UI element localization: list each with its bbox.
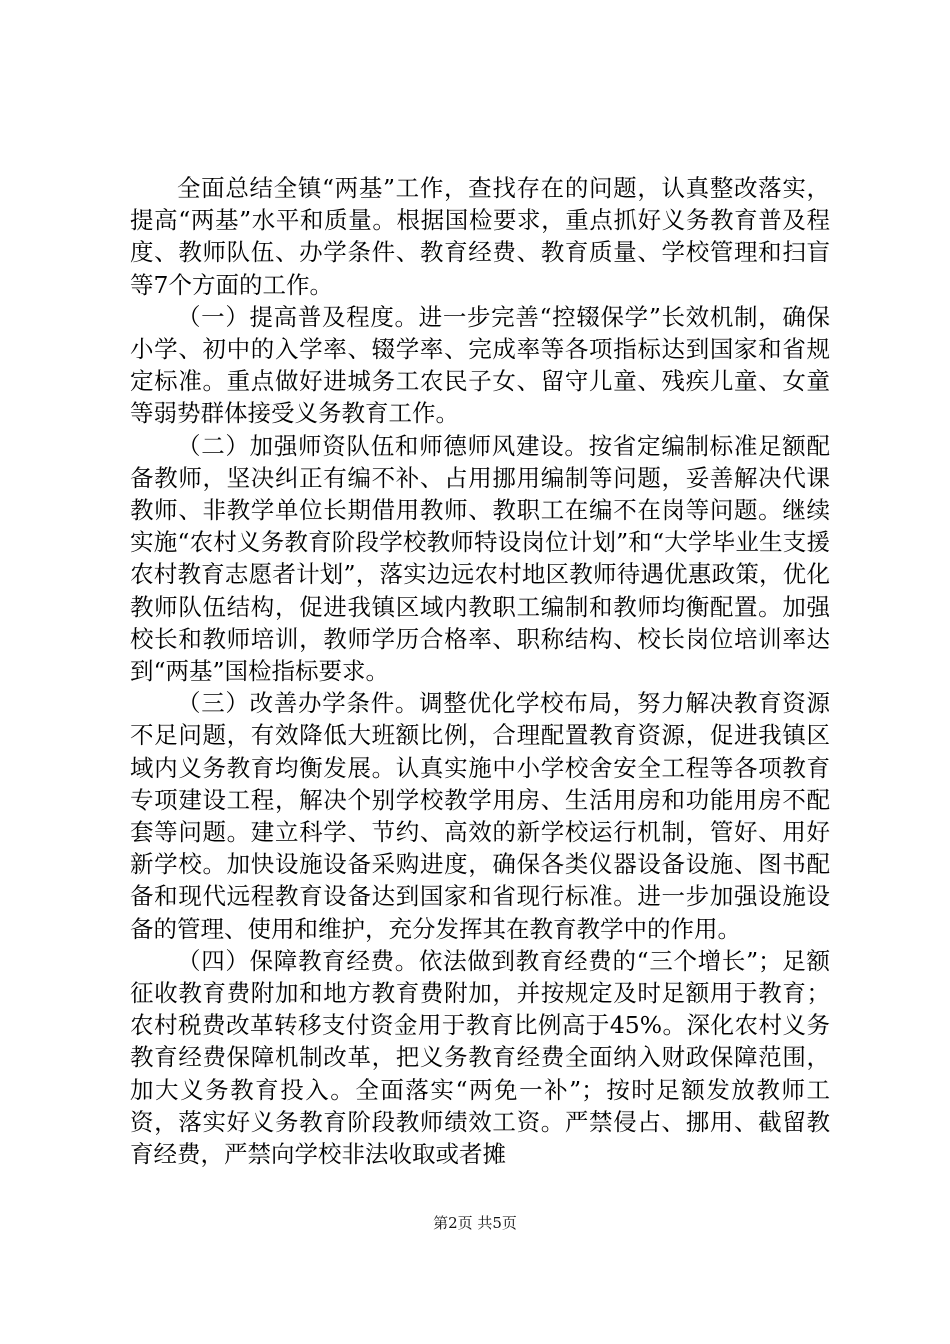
document-body — [130, 172, 830, 1170]
paragraph-section-3: （三）改善办学条件。调整优化学校布局，努力解决教育资源不足问题，有效降低大班额比例，合理配置教育资源，促进我镇区域内义务教育均衡发展。认真实施中小学校舍安全工程等各项教育专项建设工程，解决个别学校教学用房、生活用房和功能用房不配套等问题。建立科学、节约、高效的新学校运行机制，管好、用好新学校。加快设施设备采购进度，确保各类仪器设备设施、图书配备和现代远程教育设备达到国家和省现行标准。进一步加强设施设备的管理、使用和维护，充分发挥其在教育教学中的作用。 — [130, 689, 830, 943]
page-number-footer: 第2页 共5页 — [433, 1214, 517, 1232]
paragraph-section-4: （四）保障教育经费。依法做到教育经费的“三个增长”；足额征收教育费附加和地方教育费附加，并按规定及时足额用于教育；农村税费改革转移支付资金用于教育比例高于45%。深化农村义务教育经费保障机制改革，把义务教育经费全面纳入财政保障范围，加大义务教育投入。全面落实“两免一补”；按时足额发放教师工资，落实好义务教育阶段教师绩效工资。严禁侵占、挪用、截留教育经费，严禁向学校非法收取或者摊 — [130, 946, 830, 1169]
paragraph-section-2: （二）加强师资队伍和师德师风建设。按省定编制标准足额配备教师，坚决纠正有编不补、占用挪用编制等问题，妥善解决代课教师、非教学单位长期借用教师、教职工在编不在岗等问题。继续实施“农村义务教育阶段学校教师特设岗位计划”和“大学毕业生支援农村教育志愿者计划”，落实边远农村地区教师待遇优惠政策，优化教师队伍结构，促进我镇区域内教职工编制和教师均衡配置。加强校长和教师培训，教师学历合格率、职称结构、校长岗位培训率达到“两基”国检指标要求。 — [130, 431, 830, 686]
paragraph-intro: 全面总结全镇“两基”工作，查找存在的问题，认真整改落实，提高“两基”水平和质量。根据国检要求，重点抓好义务教育普及程度、教师队伍、办学条件、教育经费、教育质量、学校管理和扫盲等7个方面的工作。 — [130, 174, 830, 299]
paragraph-section-1: （一）提高普及程度。进一步完善“控辍保学”长效机制，确保小学、初中的入学率、辍学率、完成率等各项指标达到国家和省规定标准。重点做好进城务工农民子女、留守儿童、残疾儿童、女童等弱势群体接受义务教育工作。 — [130, 302, 830, 428]
